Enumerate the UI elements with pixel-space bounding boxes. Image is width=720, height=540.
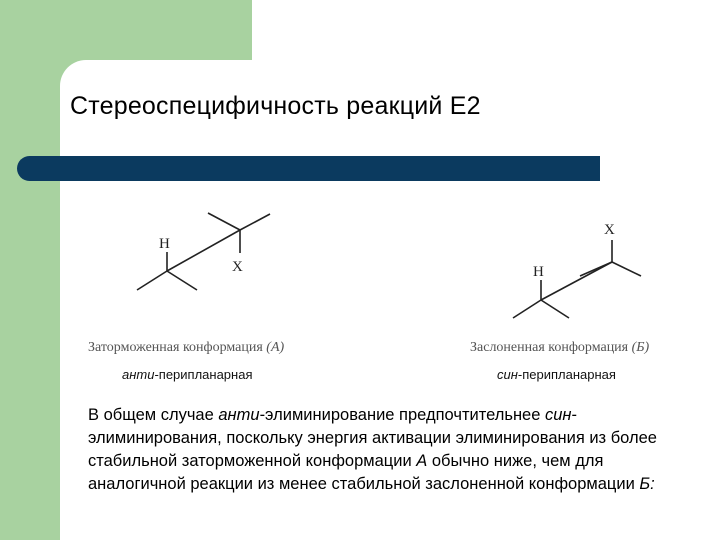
explanation-paragraph — [88, 404, 688, 496]
atom-x-label: X — [232, 259, 243, 275]
syn-suffix: -перипланарная — [517, 367, 616, 382]
body-text-part-3: -элиминирования, поскольку энергия активации элиминирования из более стабильной заторможенной конформации — [88, 406, 657, 470]
syn-prefix: син — [497, 367, 518, 382]
bond-back-right — [612, 262, 641, 276]
syn-periplanar-label — [497, 367, 616, 382]
body-text-part-4: обычно ниже, чем для аналогичной реакции из менее стабильной заслоненной конформации — [88, 452, 640, 493]
eclipsed-caption-letter: (Б) — [631, 340, 650, 355]
eclipsed-caption-text: Заслоненная конформация — [470, 340, 629, 355]
staggered-caption-letter: (А) — [266, 340, 285, 355]
slide-title: Стереоспецифичность реакций Е2 — [70, 92, 481, 120]
anti-prefix: анти — [122, 367, 155, 382]
staggered-caption-text: Заторможенная конформация — [88, 340, 263, 355]
bond-front-down-left — [513, 300, 541, 318]
bond-back-left — [580, 262, 612, 276]
bond-cc — [541, 262, 612, 300]
bond-front-down-right — [541, 300, 569, 318]
atom-h-label: H — [159, 236, 170, 252]
body-text-part-1: В общем случае — [88, 406, 219, 424]
atom-h-label: H — [533, 264, 544, 280]
body-italic-syn: син — [545, 406, 572, 424]
eclipsed-caption — [470, 340, 649, 356]
atom-x-label: X — [604, 222, 615, 238]
anti-suffix: -перипланарная — [154, 367, 253, 382]
body-italic-a: А — [416, 452, 428, 470]
body-italic-b: Б: — [639, 475, 655, 493]
body-italic-anti: анти — [218, 406, 260, 424]
body-text-part-2: -элиминирование предпочтительнее — [259, 406, 545, 424]
